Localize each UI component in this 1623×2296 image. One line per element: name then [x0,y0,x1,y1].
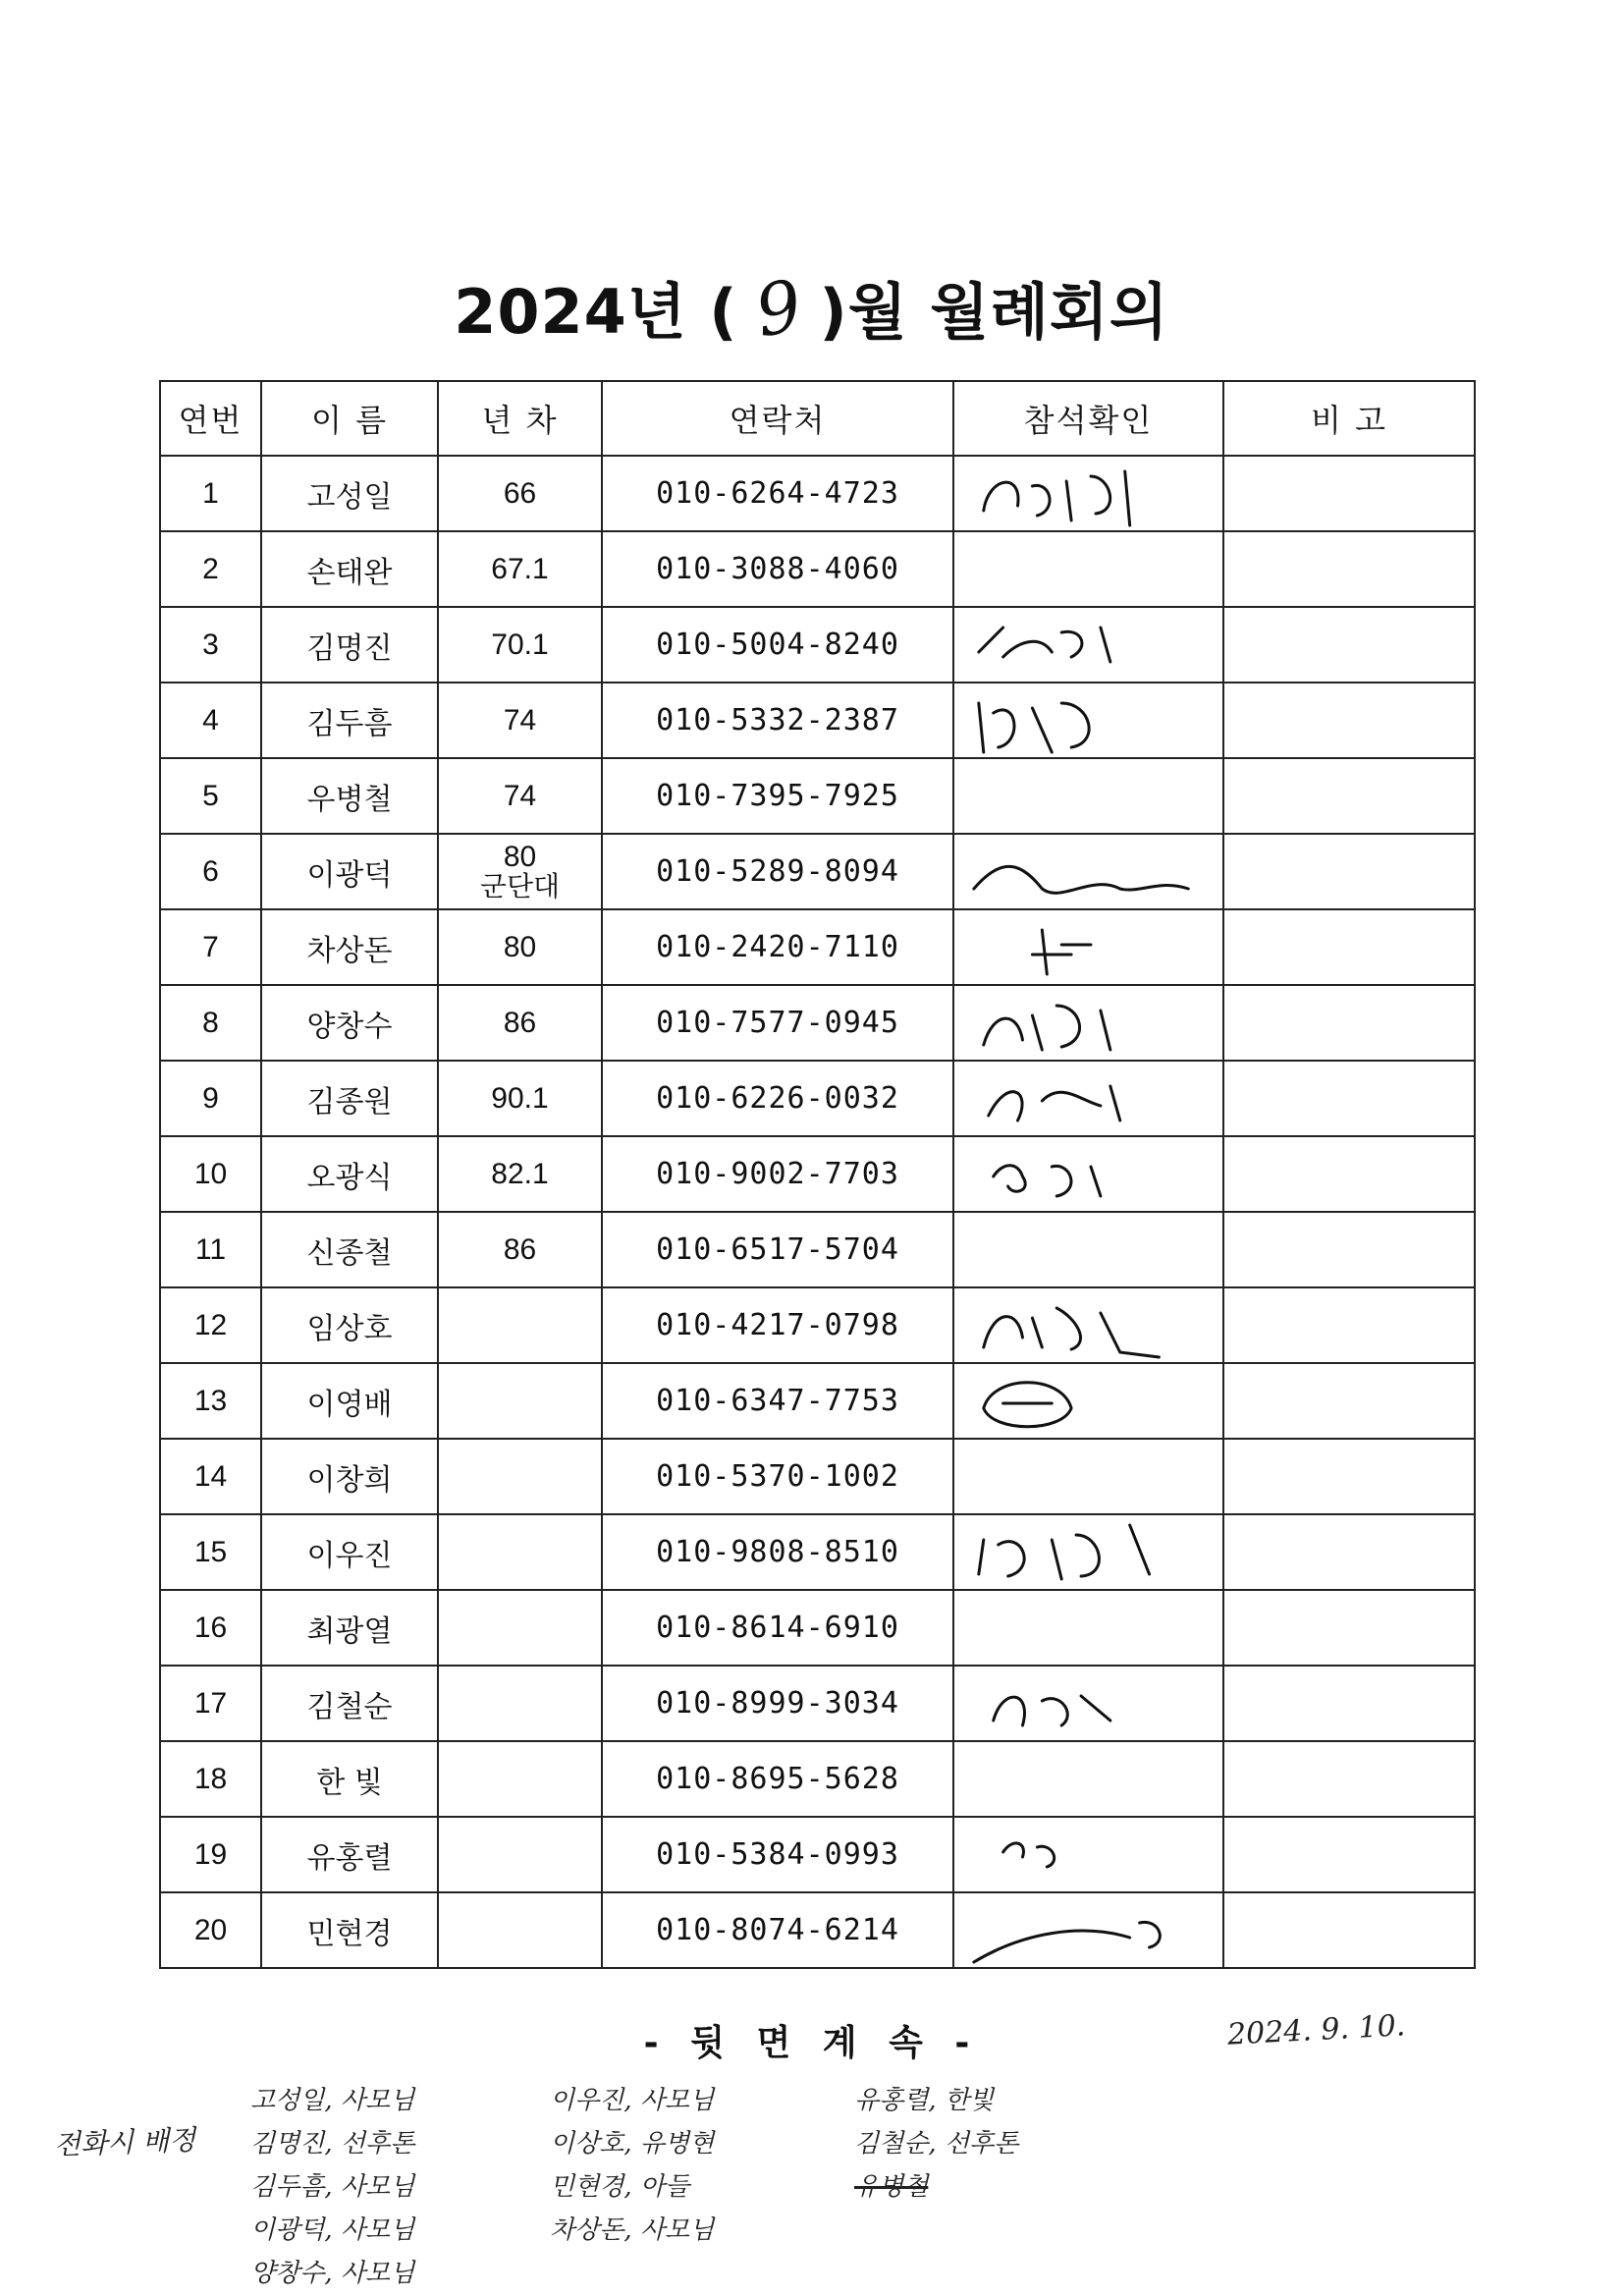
member-year: 67.1 [438,531,602,607]
remarks-cell [1223,1136,1475,1212]
handwritten-signature [954,1515,1222,1589]
attendance-table [159,380,1476,1969]
table-header-row [160,381,1475,456]
attendance-signature-cell [953,834,1223,909]
handwritten-note-col1: 이광덕, 사모님 [250,2215,415,2245]
remarks-cell [1223,607,1475,683]
member-phone: 010-2420-7110 [602,909,953,985]
remarks-cell [1223,985,1475,1061]
handwritten-signature [954,986,1222,1060]
page-title [0,263,1623,354]
member-phone: 010-6264-4723 [602,456,953,531]
header-phone: 연락처 [602,381,953,456]
member-name: 김철순 [261,1666,438,1741]
handwritten-note-col1: 양창수, 사모님 [250,2259,415,2288]
handwritten-signature [954,1893,1222,1967]
table-row [160,758,1475,834]
row-number: 15 [160,1514,261,1590]
handwritten-note-col3: 김철순, 선후톤 [854,2129,1019,2159]
remarks-cell [1223,909,1475,985]
attendance-signature-cell [953,1892,1223,1968]
member-year: 66 [438,456,602,531]
header-remarks: 비 고 [1223,381,1475,456]
member-name: 이창희 [261,1439,438,1514]
handwritten-note-col1: 김명진, 선후톤 [250,2129,415,2159]
header-year: 년 차 [438,381,602,456]
table-row [160,1741,1475,1817]
member-phone: 010-5332-2387 [602,683,953,758]
table-row [160,683,1475,758]
handwritten-signature [954,1364,1222,1438]
handwritten-note-col2: 차상돈, 사모님 [550,2215,715,2245]
member-name: 유홍렬 [261,1817,438,1892]
row-number: 4 [160,683,261,758]
member-year: 70.1 [438,607,602,683]
member-year: 80 [438,909,602,985]
member-year: 86 [438,985,602,1061]
member-phone: 010-5370-1002 [602,1439,953,1514]
row-number: 16 [160,1590,261,1666]
row-number: 13 [160,1363,261,1439]
attendance-signature-cell [953,1212,1223,1287]
row-number: 10 [160,1136,261,1212]
member-name: 이광덕 [261,834,438,909]
year-unit: 군단대 [479,870,561,902]
member-phone: 010-7395-7925 [602,758,953,834]
row-number: 9 [160,1061,261,1136]
handwritten-note-col3: 유홍렬, 한빛 [854,2086,995,2115]
member-year: 82.1 [438,1136,602,1212]
handwritten-signature [954,457,1222,530]
member-phone: 010-8074-6214 [602,1892,953,1968]
continued-on-back: - 뒷 면 계 속 - [643,2023,980,2063]
row-number: 6 [160,834,261,909]
remarks-cell [1223,1741,1475,1817]
member-name: 김종원 [261,1061,438,1136]
member-year: 90.1 [438,1061,602,1136]
member-name: 이영배 [261,1363,438,1439]
remarks-cell [1223,456,1475,531]
table-row [160,456,1475,531]
member-phone: 010-3088-4060 [602,531,953,607]
member-year: 74 [438,758,602,834]
handwritten-note-col3: 유병철 [854,2172,929,2202]
remarks-cell [1223,834,1475,909]
table-row [160,1439,1475,1514]
remarks-cell [1223,1817,1475,1892]
member-name: 손태완 [261,531,438,607]
table-row [160,1287,1475,1363]
member-year [438,1439,602,1514]
row-number: 5 [160,758,261,834]
attendance-signature-cell [953,1363,1223,1439]
attendance-signature-cell [953,1061,1223,1136]
row-number: 20 [160,1892,261,1968]
member-name: 임상호 [261,1287,438,1363]
row-number: 12 [160,1287,261,1363]
member-phone: 010-5004-8240 [602,607,953,683]
member-phone: 010-6347-7753 [602,1363,953,1439]
attendance-signature-cell [953,683,1223,758]
handwritten-signature [954,910,1222,984]
member-year: 74 [438,683,602,758]
row-number: 19 [160,1817,261,1892]
member-phone: 010-5384-0993 [602,1817,953,1892]
table-row [160,1514,1475,1590]
member-name: 민현경 [261,1892,438,1968]
attendance-signature-cell [953,1439,1223,1514]
member-year [438,1817,602,1892]
member-year [438,834,602,909]
title-prefix: 2024년 ( [454,276,738,348]
member-phone: 010-8695-5628 [602,1741,953,1817]
handwritten-notes-label: 전화시 배정 [53,2123,196,2161]
handwritten-signature [954,1062,1222,1135]
handwritten-signature [954,1288,1222,1362]
member-name: 최광열 [261,1590,438,1666]
member-year [438,1287,602,1363]
table-body [160,456,1475,1968]
attendance-signature-cell [953,985,1223,1061]
remarks-cell [1223,1363,1475,1439]
handwritten-signature [954,1818,1222,1891]
remarks-cell [1223,531,1475,607]
attendance-signature-cell [953,1666,1223,1741]
member-phone: 010-8999-3034 [602,1666,953,1741]
handwritten-note-col2: 이상호, 유병현 [550,2129,715,2159]
row-number: 14 [160,1439,261,1514]
attendance-signature-cell [953,1741,1223,1817]
header-no: 연번 [160,381,261,456]
member-name: 양창수 [261,985,438,1061]
member-name: 오광식 [261,1136,438,1212]
member-name: 김두흠 [261,683,438,758]
member-phone: 010-4217-0798 [602,1287,953,1363]
member-name: 우병철 [261,758,438,834]
table-row [160,1212,1475,1287]
remarks-cell [1223,683,1475,758]
member-name: 신종철 [261,1212,438,1287]
row-number: 2 [160,531,261,607]
table-row [160,531,1475,607]
attendance-signature-cell [953,909,1223,985]
member-phone: 010-6226-0032 [602,1061,953,1136]
table-row [160,1817,1475,1892]
remarks-cell [1223,1666,1475,1741]
member-name: 이우진 [261,1514,438,1590]
table-row [160,985,1475,1061]
member-phone: 010-6517-5704 [602,1212,953,1287]
table-row [160,1892,1475,1968]
member-year [438,1741,602,1817]
attendance-signature-cell [953,1817,1223,1892]
remarks-cell [1223,1287,1475,1363]
remarks-cell [1223,1590,1475,1666]
table-row [160,1666,1475,1741]
remarks-cell [1223,758,1475,834]
handwritten-signature [954,835,1222,908]
attendance-signature-cell [953,607,1223,683]
row-number: 3 [160,607,261,683]
row-number: 1 [160,456,261,531]
handwritten-signature [954,608,1222,682]
table-row [160,607,1475,683]
row-number: 7 [160,909,261,985]
remarks-cell [1223,1061,1475,1136]
header-name: 이 름 [261,381,438,456]
handwritten-note-col2: 민현경, 아들 [550,2172,690,2202]
member-name: 고성일 [261,456,438,531]
attendance-signature-cell [953,1287,1223,1363]
attendance-signature-cell [953,1590,1223,1666]
member-phone: 010-5289-8094 [602,834,953,909]
row-number: 11 [160,1212,261,1287]
handwritten-date: 2024. 9. 10. [1226,2008,1407,2052]
member-year [438,1892,602,1968]
handwritten-signature [954,1137,1222,1211]
attendance-signature-cell [953,1136,1223,1212]
remarks-cell [1223,1892,1475,1968]
table-row [160,1363,1475,1439]
row-number: 17 [160,1666,261,1741]
member-year: 86 [438,1212,602,1287]
year-value: 80 [503,840,537,873]
title-suffix: )월 월례회의 [819,276,1169,348]
handwritten-signature [954,1667,1222,1740]
handwritten-note-col2: 이우진, 사모님 [550,2086,715,2115]
attendance-signature-cell [953,758,1223,834]
member-name: 한 빛 [261,1741,438,1817]
attendance-signature-cell [953,456,1223,531]
table-row [160,1136,1475,1212]
table-row [160,909,1475,985]
table-row [160,1061,1475,1136]
member-year [438,1666,602,1741]
attendance-signature-cell [953,1514,1223,1590]
attendance-signature-cell [953,531,1223,607]
member-year [438,1590,602,1666]
table-row [160,834,1475,909]
row-number: 18 [160,1741,261,1817]
member-phone: 010-7577-0945 [602,985,953,1061]
member-phone: 010-8614-6910 [602,1590,953,1666]
header-attendance: 참석확인 [953,381,1223,456]
member-name: 차상돈 [261,909,438,985]
remarks-cell [1223,1514,1475,1590]
remarks-cell [1223,1212,1475,1287]
row-number: 8 [160,985,261,1061]
handwritten-signature [954,683,1222,757]
handwritten-note-col1: 김두흠, 사모님 [250,2172,415,2202]
member-name: 김명진 [261,607,438,683]
remarks-cell [1223,1439,1475,1514]
table-row [160,1590,1475,1666]
member-year [438,1514,602,1590]
handwritten-note-col1: 고성일, 사모님 [250,2086,415,2115]
member-phone: 010-9808-8510 [602,1514,953,1590]
title-month-handwritten: 9 [748,263,809,354]
member-year [438,1363,602,1439]
member-phone: 010-9002-7703 [602,1136,953,1212]
